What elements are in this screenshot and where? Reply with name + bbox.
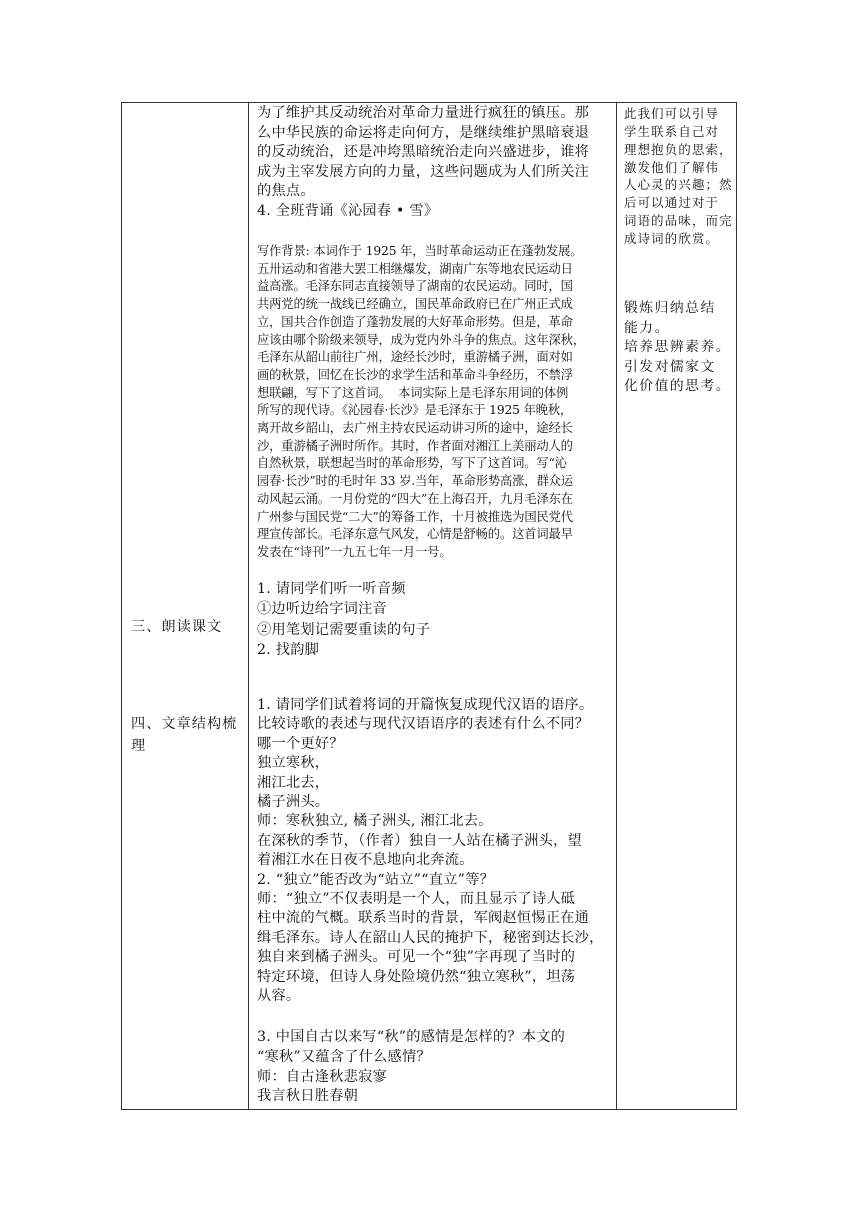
goal-line: 化价值的思考。: [624, 378, 732, 394]
text-line: 为了维护其反动统治对革命力量进行疯狂的镇压。那: [257, 105, 590, 121]
structure-line: 2. “独立”能否改为“站立”“直立”等？: [257, 871, 495, 888]
background-line: 所写的现代诗。《沁园春·长沙》是毛泽东于 1925 年晚秋，: [257, 403, 573, 418]
background-line: 沙，重游橘子洲时所作。其时，作者面对湘江上美丽动人的: [257, 438, 573, 453]
section-reading-heading: 三、朗读课文: [131, 619, 223, 635]
text-line: 成为主宰发展方向的力量，这些问题成为人们所关注: [257, 163, 590, 180]
autumn-line: 师：自古逢秋悲寂寥: [257, 1068, 387, 1085]
reading-step: ②用笔划记需要重读的句子: [257, 621, 431, 638]
text-line: 么中华民族的命运将走向何方，是继续维护黑暗衰退: [257, 124, 590, 141]
background-line: 共两党的统一战线已经确立，国民革命政府已在广州正式成: [257, 297, 573, 312]
purpose-line: 激发他们了解伟: [624, 159, 720, 175]
reading-step: 1. 请同学们听一听音频: [257, 581, 406, 597]
background-line: 发表在“诗刊”一九五七年一月一号。: [257, 544, 452, 559]
text-line: 的焦点。: [257, 183, 315, 200]
background-line: 立，国共合作创造了蓬勃发展的大好革命形势。但是，革命: [257, 314, 573, 329]
column-divider: [616, 103, 617, 1109]
background-line: 动风起云涌。一月份党的“四大”在上海召开，九月毛泽东在: [257, 491, 573, 506]
background-line: 益高涨。毛泽东同志直接领导了湖南的农民运动。同时，国: [257, 279, 573, 294]
goal-line: 培养思辨素养。: [624, 339, 732, 355]
structure-line: 师：寒秋独立, 橘子洲头, 湘江北去。: [257, 813, 493, 830]
goal-line: 引发对儒家文: [624, 358, 716, 375]
purpose-line: 此我们可以引导: [624, 106, 720, 121]
purpose-line: 成诗词的欣赏。: [624, 230, 720, 246]
purpose-line: 学生联系自己对: [624, 123, 720, 139]
structure-line: 在深秋的季节，（作者）独自一人站在橘子洲头，望: [257, 832, 582, 849]
reading-step: ①边听边给字词注音: [257, 601, 387, 618]
text-line: 4. 全班背诵《沁园春 • 雪》: [257, 203, 439, 219]
structure-line: 哪一个更好？: [257, 735, 344, 752]
background-line: 园春·长沙”时的毛时年 33 岁.当年，革命形势高涨，群众运: [257, 474, 573, 489]
background-line: 应该由哪个阶级来领导，成为党内外斗争的焦点。这年深秋，: [257, 332, 585, 347]
structure-line: 橘子洲头。: [257, 794, 330, 810]
structure-line: 从容。: [257, 988, 301, 1004]
structure-line: 独自来到橘子洲头。可见一个“独”字再现了当时的: [257, 949, 576, 966]
structure-line: 1. 请同学们试着将词的开篇恢复成现代汉语的语序。: [257, 697, 594, 713]
background-line: 毛泽东从韶山前往广州，途经长沙时，重游橘子洲，面对如: [257, 350, 573, 365]
structure-line: 独立寒秋，: [257, 755, 330, 772]
background-line: 离开故乡韶山，去广州主持农民运动讲习所的途中，途经长: [257, 421, 573, 435]
structure-line: 特定环境，但诗人身处险境仍然“独立寒秋”，坦荡: [257, 968, 576, 985]
background-line: 广州参与国民党“二大”的筹备工作，十月被推选为国民党代: [257, 509, 573, 524]
design-intent-column: [618, 103, 736, 1109]
teaching-process-column: [249, 103, 615, 1109]
structure-line: 着湘江水在日夜不息地向北奔流。: [257, 852, 474, 869]
autumn-line: 3. 中国自古以来写“秋”的感情是怎样的？本文的: [257, 1029, 566, 1045]
background-line: 自然秋景，联想起当时的革命形势，写下了这首词。写“沁: [257, 456, 567, 471]
text-line: 的反动统治，还是冲垮黑暗统治走向兴盛进步，谁将: [257, 144, 590, 161]
purpose-line: 人心灵的兴趣；然: [624, 177, 733, 193]
background-line: 理宣传部长。毛泽东意气风发，心情是舒畅的。这首词最早: [257, 527, 573, 542]
reading-step: 2. 找韵脚: [257, 642, 320, 659]
autumn-line: “寒秋”又蕴含了什么感情？: [257, 1048, 431, 1065]
purpose-line: 词语的品味，而完: [624, 213, 733, 229]
goal-line: 锻炼归纳总结: [624, 300, 716, 316]
background-line: 五卅运动和省港大罢工相继爆发，湖南广东等地农民运动日: [257, 261, 573, 276]
background-line: 画的秋景，回忆在长沙的求学生活和革命斗争经历，不禁浮: [257, 367, 573, 382]
section-structure-heading: 四、文章结构梳理: [131, 716, 238, 754]
purpose-line: 理想抱负的思索，: [624, 141, 733, 157]
structure-line: 比较诗歌的表述与现代汉语语序的表述有什么不同？: [257, 716, 590, 733]
background-line: 写作背景: 本词作于 1925 年，当时革命运动正在蓬勃发展。: [257, 244, 583, 258]
structure-line: 柱中流的气概。联系当时的背景，军阀赵恒惕正在通: [257, 910, 590, 927]
lesson-plan-table: [121, 102, 737, 1110]
structure-line: 缉毛泽东。诗人在韶山人民的掩护下，秘密到达长沙，: [257, 929, 604, 946]
purpose-line: 后可以通过对于: [624, 195, 720, 211]
structure-line: 湘江北去，: [257, 774, 330, 791]
background-line: 想联翩，写下了这首词。 本词实际上是毛泽东用词的体例: [257, 385, 569, 400]
section-column: [122, 103, 248, 1109]
goal-line: 能力。: [624, 319, 670, 336]
structure-line: 师：“独立”不仅表明是一个人，而且显示了诗人砥: [257, 891, 576, 907]
autumn-line: 我言秋日胜春朝: [257, 1088, 359, 1105]
